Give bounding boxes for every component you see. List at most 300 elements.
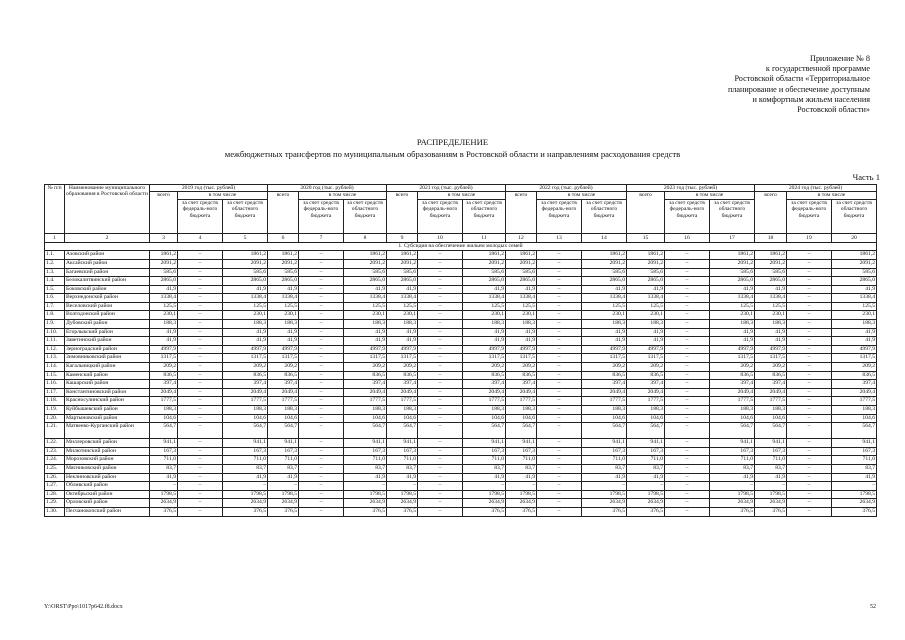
value-regional: 941,1	[463, 439, 506, 448]
column-number: 3	[150, 233, 178, 242]
value-total: 209,2	[627, 363, 665, 372]
value-federal: –	[178, 473, 223, 482]
value-regional: 1861,2	[463, 251, 506, 260]
column-number: 7	[299, 233, 344, 242]
value-regional: –	[223, 482, 268, 491]
value-total: 1777,5	[627, 397, 665, 406]
value-total: 2049,4	[755, 388, 787, 397]
value-federal: –	[418, 414, 463, 423]
table-row	[45, 499, 877, 508]
value-federal: –	[178, 388, 223, 397]
value-regional: 104,6	[832, 414, 877, 423]
value-federal: –	[665, 371, 710, 380]
header-total: всего	[387, 192, 418, 233]
row-code: 1.17.	[45, 388, 65, 397]
value-federal: –	[178, 447, 223, 456]
row-code: 1.21.	[45, 423, 65, 439]
value-regional: 711,0	[223, 456, 268, 465]
value-federal: –	[787, 345, 832, 354]
value-total: 941,1	[150, 439, 178, 448]
header-regional: за счет средств областного бюджета	[463, 199, 506, 233]
value-federal: –	[665, 490, 710, 499]
value-federal: –	[787, 490, 832, 499]
value-regional: 188,3	[832, 406, 877, 415]
value-regional: 2865,0	[582, 277, 627, 286]
value-regional: 4997,9	[223, 345, 268, 354]
value-regional: 41,9	[463, 473, 506, 482]
value-federal: –	[418, 371, 463, 380]
header-federal: за счет средств федераль-ного бюджета	[537, 199, 582, 233]
table-row	[45, 473, 877, 482]
value-federal: –	[418, 439, 463, 448]
value-total: 1338,4	[627, 294, 665, 303]
value-total: 376,5	[268, 507, 299, 516]
value-federal: –	[665, 423, 710, 439]
value-federal: –	[665, 447, 710, 456]
value-total: 83,7	[506, 464, 537, 473]
value-regional: 1338,4	[463, 294, 506, 303]
value-federal: –	[537, 354, 582, 363]
value-regional: 230,1	[710, 311, 755, 320]
row-name: Кашарский район	[65, 380, 150, 389]
value-total: 2865,0	[268, 277, 299, 286]
value-total: 1798,5	[387, 490, 418, 499]
value-federal: –	[178, 363, 223, 372]
value-total: 167,3	[755, 447, 787, 456]
value-total: 1338,4	[755, 294, 787, 303]
table-row	[45, 464, 877, 473]
appendix-line: к государственной программе	[765, 64, 870, 74]
column-numbers-row	[45, 233, 877, 242]
value-regional: 1777,5	[223, 397, 268, 406]
value-regional: 4997,9	[710, 345, 755, 354]
row-name: Константиновский район	[65, 388, 150, 397]
value-total: 41,9	[268, 337, 299, 346]
value-federal: –	[665, 388, 710, 397]
value-regional: 2091,2	[344, 259, 387, 268]
value-total: 2049,4	[268, 388, 299, 397]
value-regional: 2865,0	[710, 277, 755, 286]
row-name: Куйбышевский район	[65, 406, 150, 415]
value-federal: –	[787, 285, 832, 294]
value-regional: 188,3	[710, 406, 755, 415]
value-federal: –	[299, 490, 344, 499]
header-federal: за счет средств федераль-ного бюджета	[665, 199, 710, 233]
value-federal: –	[665, 363, 710, 372]
value-total: 2049,4	[627, 388, 665, 397]
value-federal: –	[665, 397, 710, 406]
value-federal: –	[178, 337, 223, 346]
value-total: 41,9	[150, 285, 178, 294]
value-federal: –	[537, 259, 582, 268]
table-row	[45, 277, 877, 286]
value-total: 585,6	[387, 268, 418, 277]
table-row	[45, 380, 877, 389]
row-name: Песчанокопский район	[65, 507, 150, 516]
value-regional: 397,4	[344, 380, 387, 389]
table-row	[45, 507, 877, 516]
value-total: 41,9	[150, 337, 178, 346]
table-row	[45, 447, 877, 456]
appendix-line: Приложение № 8	[810, 54, 870, 63]
value-regional: 376,5	[832, 507, 877, 516]
value-regional: 188,3	[463, 406, 506, 415]
value-federal: –	[787, 337, 832, 346]
value-federal: –	[787, 473, 832, 482]
row-name: Милютинский район	[65, 447, 150, 456]
value-total: 564,7	[506, 423, 537, 439]
value-federal: –	[665, 345, 710, 354]
value-regional: 2049,4	[344, 388, 387, 397]
value-regional: 4997,9	[344, 345, 387, 354]
value-total: 1317,5	[268, 354, 299, 363]
value-regional: 564,7	[344, 423, 387, 439]
row-code: 1.6.	[45, 294, 65, 303]
value-total: 376,5	[150, 507, 178, 516]
value-total: 104,6	[387, 414, 418, 423]
value-total: 188,3	[150, 406, 178, 415]
section-row	[45, 242, 877, 251]
value-federal: –	[418, 345, 463, 354]
value-total: 125,5	[268, 302, 299, 311]
value-regional: 1861,2	[344, 251, 387, 260]
value-federal: –	[537, 320, 582, 329]
value-federal: –	[537, 464, 582, 473]
value-regional: 941,1	[710, 439, 755, 448]
value-regional: 209,2	[582, 363, 627, 372]
row-code: 1.19.	[45, 406, 65, 415]
value-regional: 4997,9	[582, 345, 627, 354]
value-federal: –	[537, 423, 582, 439]
value-federal: –	[665, 294, 710, 303]
value-regional: 125,5	[344, 302, 387, 311]
header-year: 2022 год (тыс. рублей)	[506, 185, 627, 192]
value-total: 711,0	[150, 456, 178, 465]
value-total: 836,5	[506, 371, 537, 380]
value-regional: 188,3	[832, 320, 877, 329]
value-regional: 41,9	[463, 285, 506, 294]
transfers-table	[44, 184, 877, 517]
value-total: 1861,2	[268, 251, 299, 260]
value-regional: 230,1	[223, 311, 268, 320]
value-total: –	[506, 482, 537, 491]
value-total: 836,5	[755, 371, 787, 380]
value-federal: –	[787, 363, 832, 372]
value-federal: –	[418, 447, 463, 456]
value-total: 1777,5	[150, 397, 178, 406]
value-federal: –	[178, 268, 223, 277]
value-total: 83,7	[755, 464, 787, 473]
row-name: Белокалитвинский район	[65, 277, 150, 286]
value-federal: –	[178, 439, 223, 448]
table-header	[45, 185, 877, 234]
column-number: 11	[463, 233, 506, 242]
row-code: 1.5.	[45, 285, 65, 294]
value-regional: 376,5	[344, 507, 387, 516]
column-number: 18	[755, 233, 787, 242]
header-regional: за счет средств областного бюджета	[223, 199, 268, 233]
value-total: 2634,9	[268, 499, 299, 508]
value-federal: –	[418, 363, 463, 372]
value-regional: 2865,0	[344, 277, 387, 286]
value-federal: –	[787, 406, 832, 415]
value-federal: –	[299, 406, 344, 415]
value-regional: 2049,4	[832, 388, 877, 397]
header-regional: за счет средств областного бюджета	[344, 199, 387, 233]
value-regional: 376,5	[710, 507, 755, 516]
table-row	[45, 302, 877, 311]
value-total: 2865,0	[506, 277, 537, 286]
value-total: 41,9	[627, 328, 665, 337]
column-number: 5	[223, 233, 268, 242]
value-federal: –	[537, 277, 582, 286]
value-total: 564,7	[150, 423, 178, 439]
value-federal: –	[537, 447, 582, 456]
table-row	[45, 259, 877, 268]
value-regional: 2049,4	[223, 388, 268, 397]
value-total: 41,9	[268, 328, 299, 337]
value-federal: –	[665, 456, 710, 465]
value-regional: 125,5	[223, 302, 268, 311]
value-federal: –	[418, 337, 463, 346]
value-total: 230,1	[268, 311, 299, 320]
value-total: 941,1	[506, 439, 537, 448]
value-regional: 1777,5	[832, 397, 877, 406]
value-regional: 376,5	[223, 507, 268, 516]
value-total: 209,2	[150, 363, 178, 372]
value-regional: 104,6	[582, 414, 627, 423]
value-federal: –	[787, 259, 832, 268]
value-total: 41,9	[755, 328, 787, 337]
row-name: Аксайский район	[65, 259, 150, 268]
value-total: 41,9	[150, 473, 178, 482]
value-total: 83,7	[627, 464, 665, 473]
value-regional: 2091,2	[710, 259, 755, 268]
value-regional: 230,1	[582, 311, 627, 320]
value-total: 836,5	[387, 371, 418, 380]
value-total: 564,7	[268, 423, 299, 439]
value-total: 209,2	[506, 363, 537, 372]
value-regional: 564,7	[832, 423, 877, 439]
value-federal: –	[418, 380, 463, 389]
table-row	[45, 406, 877, 415]
value-total: 188,3	[268, 320, 299, 329]
value-total: 230,1	[150, 311, 178, 320]
table-body	[45, 233, 877, 516]
value-regional: 41,9	[463, 337, 506, 346]
value-total: 1798,5	[150, 490, 178, 499]
header-regional: за счет средств областного бюджета	[832, 199, 877, 233]
value-regional: 1317,5	[832, 354, 877, 363]
value-total: 188,3	[627, 406, 665, 415]
value-total: 41,9	[627, 285, 665, 294]
value-federal: –	[418, 499, 463, 508]
value-federal: –	[665, 464, 710, 473]
value-regional: 41,9	[710, 473, 755, 482]
value-federal: –	[537, 268, 582, 277]
value-federal: –	[178, 320, 223, 329]
value-total: 2091,2	[150, 259, 178, 268]
value-total: 83,7	[150, 464, 178, 473]
value-regional: 230,1	[832, 311, 877, 320]
value-regional: 83,7	[582, 464, 627, 473]
value-federal: –	[299, 354, 344, 363]
value-federal: –	[537, 456, 582, 465]
value-federal: –	[537, 302, 582, 311]
value-federal: –	[178, 456, 223, 465]
value-total: 41,9	[387, 328, 418, 337]
header-incl: в том числе	[787, 192, 877, 199]
row-code: 1.30.	[45, 507, 65, 516]
value-regional: 2634,9	[344, 499, 387, 508]
value-total: 2865,0	[387, 277, 418, 286]
value-regional: 209,2	[223, 363, 268, 372]
value-federal: –	[665, 337, 710, 346]
value-total: 4997,9	[627, 345, 665, 354]
value-total: 397,4	[268, 380, 299, 389]
value-total: 83,7	[268, 464, 299, 473]
value-total: 1777,5	[268, 397, 299, 406]
value-total: 188,3	[268, 406, 299, 415]
value-regional: 2634,9	[582, 499, 627, 508]
value-federal: –	[787, 268, 832, 277]
value-regional: 209,2	[832, 363, 877, 372]
value-total: 125,5	[627, 302, 665, 311]
value-regional: 836,5	[223, 371, 268, 380]
value-total: 41,9	[387, 337, 418, 346]
value-federal: –	[299, 259, 344, 268]
value-total: 941,1	[627, 439, 665, 448]
value-federal: –	[418, 397, 463, 406]
table-row	[45, 388, 877, 397]
value-federal: –	[299, 439, 344, 448]
value-federal: –	[537, 363, 582, 372]
value-federal: –	[299, 294, 344, 303]
value-regional: 585,6	[582, 268, 627, 277]
value-regional: 941,1	[344, 439, 387, 448]
value-regional: 2091,2	[463, 259, 506, 268]
value-regional: 188,3	[344, 320, 387, 329]
value-federal: –	[537, 406, 582, 415]
value-total: 125,5	[387, 302, 418, 311]
row-name: Волгодонской район	[65, 311, 150, 320]
value-regional: 1777,5	[344, 397, 387, 406]
row-name: Дубовский район	[65, 320, 150, 329]
table-row	[45, 414, 877, 423]
value-total: 585,6	[755, 268, 787, 277]
value-regional: 941,1	[223, 439, 268, 448]
value-federal: –	[299, 251, 344, 260]
value-federal: –	[537, 311, 582, 320]
value-total: 188,3	[506, 406, 537, 415]
value-total: 41,9	[755, 285, 787, 294]
row-code: 1.8.	[45, 311, 65, 320]
value-regional: 1861,2	[223, 251, 268, 260]
value-regional: 564,7	[223, 423, 268, 439]
value-total: 125,5	[755, 302, 787, 311]
value-regional: 1338,4	[344, 294, 387, 303]
value-federal: –	[665, 354, 710, 363]
value-federal: –	[178, 482, 223, 491]
value-regional: –	[832, 482, 877, 491]
value-federal: –	[537, 414, 582, 423]
value-federal: –	[299, 328, 344, 337]
value-regional: –	[710, 482, 755, 491]
value-federal: –	[178, 423, 223, 439]
value-federal: –	[178, 311, 223, 320]
value-total: 836,5	[268, 371, 299, 380]
value-federal: –	[418, 456, 463, 465]
row-name: Мартыновский район	[65, 414, 150, 423]
value-federal: –	[299, 499, 344, 508]
value-regional: 4997,9	[832, 345, 877, 354]
value-regional: 941,1	[582, 439, 627, 448]
value-total: 941,1	[268, 439, 299, 448]
header-federal: за счет средств федераль-ного бюджета	[299, 199, 344, 233]
value-total: 1861,2	[387, 251, 418, 260]
value-total: 2634,9	[755, 499, 787, 508]
row-code: 1.7.	[45, 302, 65, 311]
appendix-header	[640, 54, 870, 115]
value-regional: 1338,4	[710, 294, 755, 303]
value-regional: 188,3	[582, 320, 627, 329]
value-regional: 1861,2	[710, 251, 755, 260]
table-row	[45, 345, 877, 354]
value-regional: 397,4	[463, 380, 506, 389]
row-code: 1.14.	[45, 363, 65, 372]
value-total: 711,0	[268, 456, 299, 465]
value-federal: –	[787, 354, 832, 363]
value-total: 188,3	[387, 320, 418, 329]
value-regional: 564,7	[463, 423, 506, 439]
value-regional: 836,5	[344, 371, 387, 380]
value-regional: 564,7	[710, 423, 755, 439]
document-subtitle: межбюджетных трансфертов по муниципальным образованиям в Ростовской области и направлениям расходования средств	[224, 149, 681, 159]
value-total: 167,3	[506, 447, 537, 456]
value-federal: –	[665, 499, 710, 508]
table-row	[45, 337, 877, 346]
value-regional: 1317,5	[223, 354, 268, 363]
value-total: 564,7	[755, 423, 787, 439]
value-total: 1861,2	[627, 251, 665, 260]
page-number: 52	[870, 604, 876, 610]
value-total: 376,5	[755, 507, 787, 516]
value-regional: 1798,5	[344, 490, 387, 499]
value-total: 104,6	[506, 414, 537, 423]
value-federal: –	[665, 302, 710, 311]
row-name: Морозовский район	[65, 456, 150, 465]
column-number: 19	[787, 233, 832, 242]
value-federal: –	[665, 311, 710, 320]
value-regional: 230,1	[463, 311, 506, 320]
value-total: 188,3	[150, 320, 178, 329]
value-total: 1798,5	[627, 490, 665, 499]
document-title: РАСПРЕДЕЛЕНИЕ	[416, 137, 489, 147]
value-total: 2091,2	[268, 259, 299, 268]
table-row	[45, 363, 877, 372]
value-federal: –	[665, 285, 710, 294]
header-federal: за счет средств федераль-ного бюджета	[418, 199, 463, 233]
row-code: 1.18.	[45, 397, 65, 406]
value-federal: –	[178, 277, 223, 286]
row-code: 1.9.	[45, 320, 65, 329]
value-federal: –	[665, 259, 710, 268]
value-total: 564,7	[387, 423, 418, 439]
value-federal: –	[787, 482, 832, 491]
value-regional: 167,3	[344, 447, 387, 456]
value-regional: 1798,5	[463, 490, 506, 499]
value-regional: 167,3	[463, 447, 506, 456]
